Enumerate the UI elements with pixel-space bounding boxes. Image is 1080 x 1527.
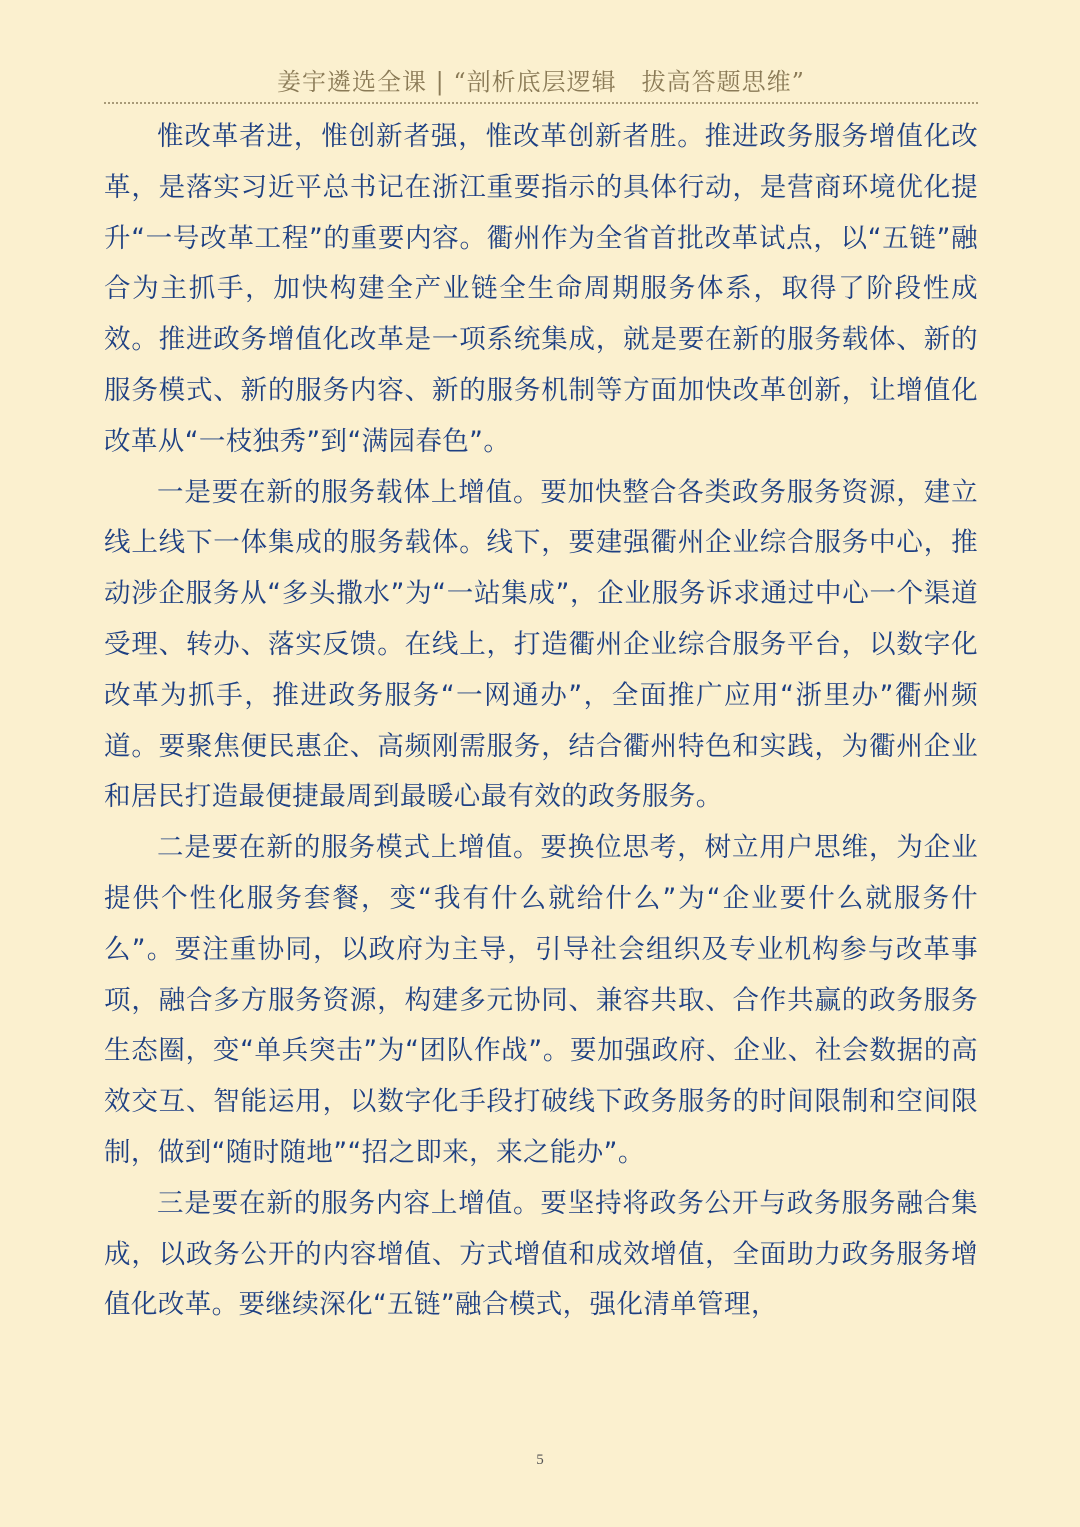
article-body (104, 112, 978, 1331)
paragraph-service-content: 三是要在新的服务内容上增值。要坚持将政务公开与政务服务融合集成，以政务公开的内容增值、方式增值和成效增值，全面助力政务服务增值化改革。要继续深化“五链”融合模式，强化清单管理， (104, 1187, 978, 1321)
paragraph-service-mode: 二是要在新的服务模式上增值。要换位思考，树立用户思维，为企业提供个性化服务套餐，变“我有什么就给什么”为“企业要什么就服务什么”。要注重协同，以政府为主导，引导社会组织及专业机构参与改革事项，融合多方服务资源，构建多元协同、兼容共取、合作共赢的政务服务生态圈，变“单兵突击”为“团队作战”。要加强政府、企业、社会数据的高效交互、智能运用，以数字化手段打破线下政务服务的时间限制和空间限制，做到“随时随地”“招之即来，来之能办”。 (104, 832, 978, 1168)
page-number: 5 (536, 1452, 544, 1468)
paragraph-intro: 惟改革者进，惟创新者强，惟改革创新者胜。推进政务服务增值化改革，是落实习近平总书记在浙江重要指示的具体行动，是营商环境优化提升“一号改革工程”的重要内容。衢州作为全省首批改革试点，以“五链”融合为主抓手，加快构建全产业链全生命周期服务体系，取得了阶段性成效。推进政务增值化改革是一项系统集成，就是要在新的服务载体、新的服务模式、新的服务内容、新的服务机制等方面加快改革创新，让增值化改革从“一枝独秀”到“满园春色”。 (104, 121, 978, 457)
page-header: 姜宇遴选全课 | “剖析底层逻辑 拔高答题思维” (104, 62, 978, 104)
paragraph-service-carrier: 一是要在新的服务载体上增值。要加快整合各类政务服务资源，建立线上线下一体集成的服务载体。线下，要建强衢州企业综合服务中心，推动涉企服务从“多头撒水”为“一站集成”，企业服务诉求通过中心一个渠道受理、转办、落实反馈。在线上，打造衢州企业综合服务平台，以数字化改革为抓手，推进政务服务“一网通办”，全面推广应用“浙里办”衢州频道。要聚焦便民惠企、高频刚需服务，结合衢州特色和实践，为衢州企业和居民打造最便捷最周到最暖心最有效的政务服务。 (104, 476, 978, 813)
